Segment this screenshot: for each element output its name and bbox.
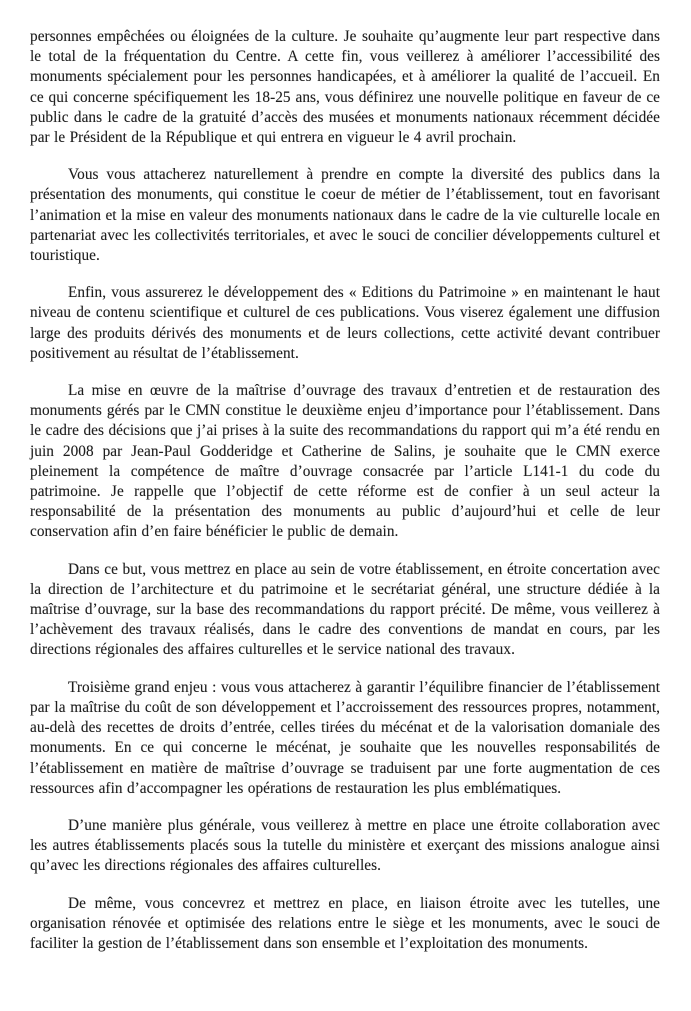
paragraph-4: La mise en œuvre de la maîtrise d’ouvrage des travaux d’entretien et de restauration des monuments gérés par le CMN constitue le deuxième enjeu d’importance pour l’établissement. Dans le cadre des décisions que j’ai prises à la suite des recommandations du rapport qui m’a été rendu en juin 2008 par Jean-Paul Godderidge et Catherine de Salins, je souhaite que le CMN exerce pleinement la compétence de maître d’ouvrage consacrée par l’article L141-1 du code du patrimoine. Je rappelle que l’objectif de cette réforme est de confier à un seul acteur la responsabilité de la présentation des monuments au public d’aujourd’hui et celle de leur conservation afin d’en faire bénéficier le public de demain. [30, 382, 660, 541]
paragraph-1: personnes empêchées ou éloignées de la culture. Je souhaite qu’augmente leur part respective dans le total de la fréquentation du Centre. A cette fin, vous veillerez à améliorer l’accessibilité des monuments spécialement pour les personnes handicapées, et à améliorer la qualité de l’accueil. En ce qui concerne spécifiquement les 18-25 ans, vous définirez une nouvelle politique en faveur de ce public dans le cadre de la gratuité d’accès des musées et monuments nationaux récemment décidée par le Président de la République et qui entrera en vigueur le 4 avril prochain. [30, 28, 660, 147]
document-body [30, 27, 660, 954]
paragraph-6: Troisième grand enjeu : vous vous attacherez à garantir l’équilibre financier de l’établissement par la maîtrise du coût de son développement et l’accroissement des ressources propres, notamment, au-delà des recettes de droits d’entrée, celles tirées du mécénat et de la valorisation domaniale des monuments. En ce qui concerne le mécénat, je souhaite que les nouvelles responsabilités de l’établissement en matière de maîtrise d’ouvrage se traduisent par une forte augmentation de ces ressources afin d’accompagner les opérations de restauration les plus emblématiques. [30, 678, 660, 797]
paragraph-7: D’une manière plus générale, vous veillerez à mettre en place une étroite collaboration avec les autres établissements placés sous la tutelle du ministère et exerçant des missions analogue ainsi qu’avec les directions régionales des affaires culturelles. [30, 816, 660, 875]
paragraph-8: De même, vous concevrez et mettrez en place, en liaison étroite avec les tutelles, une organisation rénovée et optimisée des relations entre le siège et les monuments, avec le souci de faciliter la gestion de l’établissement dans son ensemble et l’exploitation des monuments. [30, 894, 660, 952]
paragraph-2: Vous vous attacherez naturellement à prendre en compte la diversité des publics dans la présentation des monuments, qui constitue le coeur de métier de l’établissement, tout en favorisant l’animation et la mise en valeur des monuments nationaux dans le cadre de la vie culturelle locale en partenariat avec les collectivités territoriales, et avec le souci de concilier développements culturel et touristique. [30, 166, 660, 265]
paragraph-5: Dans ce but, vous mettrez en place au sein de votre établissement, en étroite concertation avec la direction de l’architecture et du patrimoine et le secrétariat général, une structure dédiée à la maîtrise d’ouvrage, sur la base des recommandations du rapport précité. De même, vous veillerez à l’achèvement des travaux réalisés, dans le cadre des conventions de mandat en cours, par les directions régionales des affaires culturelles et le service national des travaux. [30, 560, 660, 659]
paragraph-3: Enfin, vous assurerez le développement des « Editions du Patrimoine » en maintenant le haut niveau de contenu scientifique et culturel de ces publications. Vous viserez également une diffusion large des produits dérivés des monuments et de leurs collections, cette activité devant contribuer positivement au résultat de l’établissement. [30, 284, 660, 362]
